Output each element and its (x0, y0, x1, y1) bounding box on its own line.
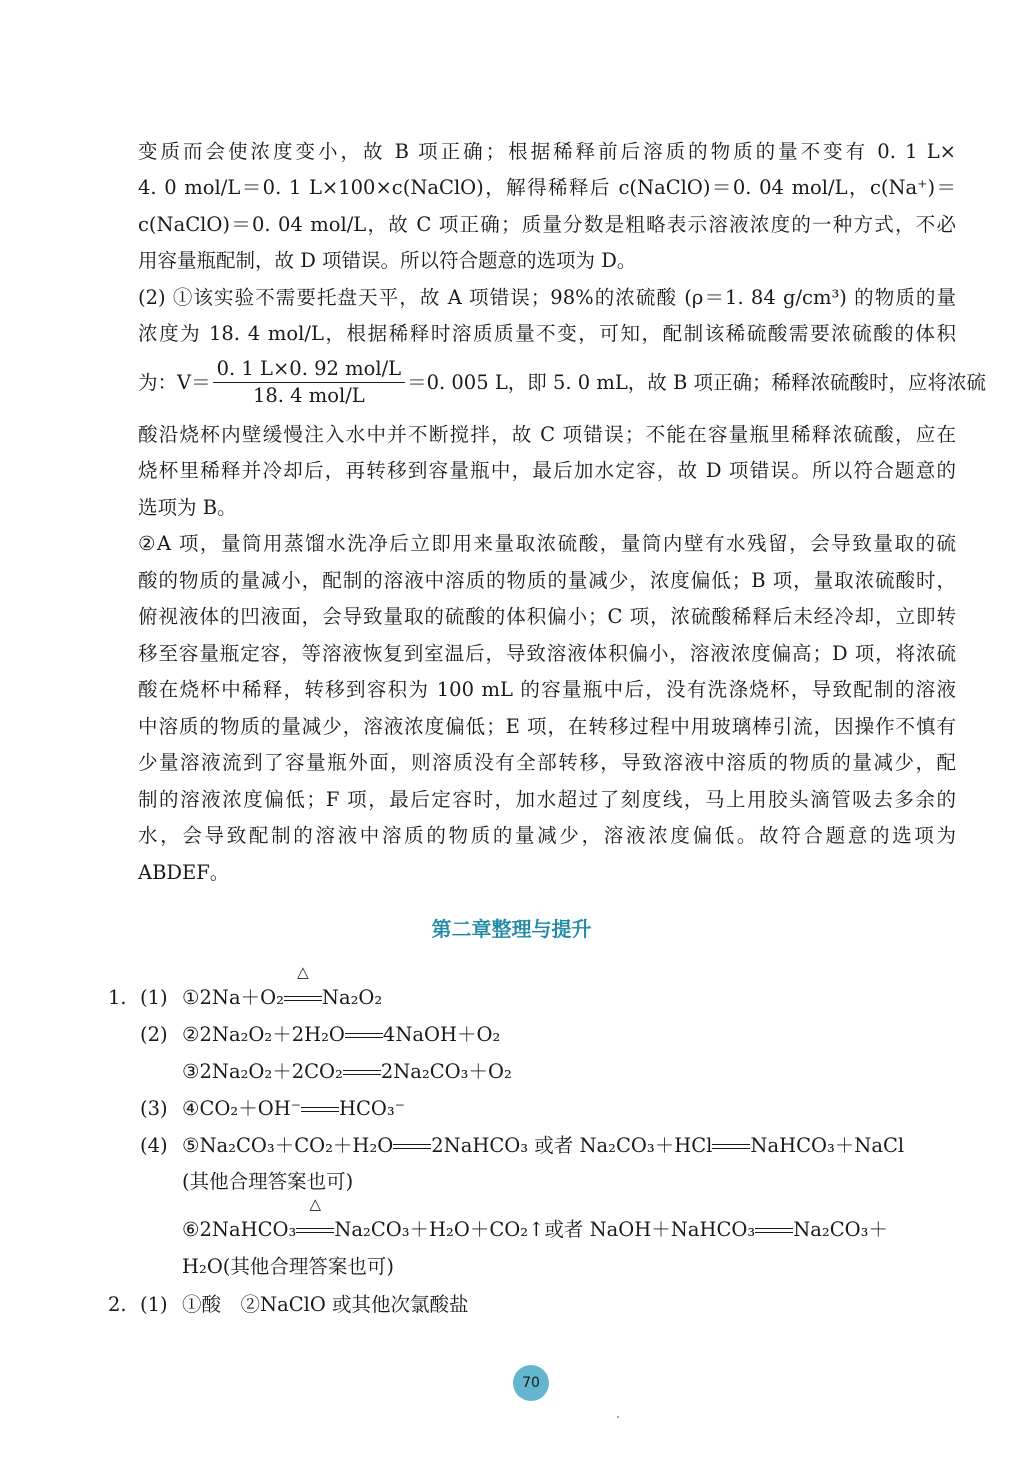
equals-sign (712, 1131, 750, 1161)
equation-lhs: ④CO₂＋OH⁻ (182, 1097, 301, 1120)
text-fragment: 为：V＝ (138, 370, 211, 394)
equation-lhs: 2Na＋O₂ (199, 986, 284, 1009)
formula-line (138, 356, 987, 409)
text-line: c(NaClO)＝0. 04 mol/L，故 C 项正确；质量分数是粗略表示溶液浓度的一种方式，不必 (138, 213, 956, 236)
equation-rhs: HCO₃⁻ (339, 1097, 406, 1120)
equation-lhs: ⑥2NaHCO₃ (182, 1218, 297, 1241)
text-line: 制的溶液浓度偏低；F 项，最后定容时，加水超过了刻度线，马上用胶头滴管吸去多余的 (138, 788, 956, 811)
subquestion-label: (3) (140, 1097, 168, 1120)
subquestion-label: (2) (140, 1023, 168, 1046)
equals-sign (343, 1057, 381, 1087)
equation-rhs: Na₂O₂ (321, 986, 383, 1009)
text-fragment: ＝0. 005 L，即 5. 0 mL，故 B 项正确；稀释浓硫酸时，应将浓硫 (407, 370, 987, 394)
text-line: 水，会导致配制的溶液中溶质的物质的量减少，溶液浓度偏低。故符合题意的选项为 (138, 824, 956, 847)
text-line: ABDEF。 (138, 861, 230, 884)
question-number: 2. (108, 1293, 127, 1316)
heat-triangle-icon: △ (309, 1195, 322, 1213)
section-title: 第二章整理与提升 (431, 917, 592, 941)
text-line: 移至容量瓶定容，等溶液恢复到室温后，导致溶液体积偏小，溶液浓度偏高；D 项，将浓硫 (138, 642, 956, 665)
text-line: ②A 项，量筒用蒸馏水洗净后立即用来量取浓硫酸，量筒内壁有水残留，会导致量取的硫 (138, 532, 956, 555)
text-line: 选项为 B。 (138, 496, 237, 519)
equation (182, 1020, 500, 1050)
text-line: 中溶质的物质的量减少，溶液浓度偏低；E 项，在转移过程中用玻璃棒引流，因操作不慎有 (138, 715, 956, 738)
note: (其他合理答案也可) (182, 1170, 354, 1193)
speck (617, 1416, 619, 1418)
heat-arrow (296, 1195, 334, 1245)
text-line: 俯视液体的凹液面，会导致量取的硫酸的体积偏小；C 项，浓硫酸稀释后未经冷却，立即转 (138, 605, 956, 628)
text-line: 酸的物质的量减小，配制的溶液中溶质的物质的量减少，浓度偏低；B 项，量取浓硫酸时， (138, 569, 956, 592)
equation-continuation: H₂O(其他合理答案也可) (182, 1255, 395, 1278)
text-line: 酸在烧杯中稀释，转移到容积为 100 mL 的容量瓶中后，没有洗涤烧杯，导致配制的溶液 (138, 678, 956, 701)
equation-lhs: ⑤Na₂CO₃＋CO₂＋H₂O (182, 1134, 394, 1157)
text-line: 浓度为 18. 4 mol/L，根据稀释时溶质质量不变，可知，配制该稀硫酸需要浓硫酸的体积 (138, 322, 956, 345)
equation (182, 963, 383, 1013)
equation (182, 1094, 405, 1124)
text-line: 少量溶液流到了容量瓶外面，则溶质没有全部转移，导致溶液中溶质的物质的量减少，配 (138, 751, 956, 774)
equation-lhs: ③2Na₂O₂＋2CO₂ (182, 1060, 343, 1083)
equation-lhs: ②2Na₂O₂＋2H₂O (182, 1023, 345, 1046)
equation-rhs: 2Na₂CO₃＋O₂ (380, 1060, 512, 1083)
equation-rhs: 4NaOH＋O₂ (382, 1023, 501, 1046)
circled-number: ① (182, 986, 200, 1009)
fraction (213, 356, 406, 409)
equation-rhs: Na₂CO₃＋ (793, 1218, 888, 1241)
text-line: 变质而会使浓度变小，故 B 项正确；根据稀释前后溶质的物质的量不变有 0. 1 L× (138, 140, 956, 163)
subquestion-label: (4) (140, 1134, 168, 1157)
text-line: 烧杯里稀释并冷却后，再转移到容量瓶中，最后加水定容，故 D 项错误。所以符合题意的 (138, 459, 956, 482)
equation-rhs: NaHCO₃＋NaCl (750, 1134, 905, 1157)
text-line: (2) ①该实验不需要托盘天平，故 A 项错误；98%的浓硫酸 (ρ＝1. 84 g/cm³) 的物质的量 (138, 286, 956, 309)
equation (182, 1195, 956, 1245)
equals-sign (755, 1215, 793, 1245)
equation (182, 1131, 956, 1161)
subquestion-label: (1) (140, 986, 168, 1009)
equation-rhs: 2NaHCO₃ 或者 Na₂CO₃＋HCl (431, 1134, 713, 1157)
text-line: 酸沿烧杯内壁缓慢注入水中并不断搅拌，故 C 项错误；不能在容量瓶里稀释浓硫酸，应在 (138, 423, 956, 446)
subquestion-label: (1) (140, 1293, 168, 1316)
question-number: 1. (108, 986, 127, 1009)
text-line: 用容量瓶配制，故 D 项错误。所以符合题意的选项为 D。 (138, 249, 637, 272)
equation-rhs: Na₂CO₃＋H₂O＋CO₂↑或者 NaOH＋NaHCO₃ (334, 1218, 756, 1241)
heat-triangle-icon: △ (297, 963, 309, 981)
text-line: 4. 0 mol/L＝0. 1 L×100×c(NaClO)，解得稀释后 c(NaClO)＝0. 04 mol/L，c(Na⁺)＝ (138, 176, 956, 199)
heat-arrow (284, 963, 322, 1013)
page-number-badge: 70 (513, 1365, 549, 1401)
equation (182, 1057, 512, 1087)
answer-text: ①酸 ②NaClO 或其他次氯酸盐 (182, 1293, 469, 1316)
fraction-numerator: 0. 1 L×0. 92 mol/L (213, 356, 406, 383)
equals-sign (393, 1131, 431, 1161)
equals-sign (301, 1094, 339, 1124)
fraction-denominator: 18. 4 mol/L (252, 384, 365, 407)
equals-sign (345, 1020, 383, 1050)
